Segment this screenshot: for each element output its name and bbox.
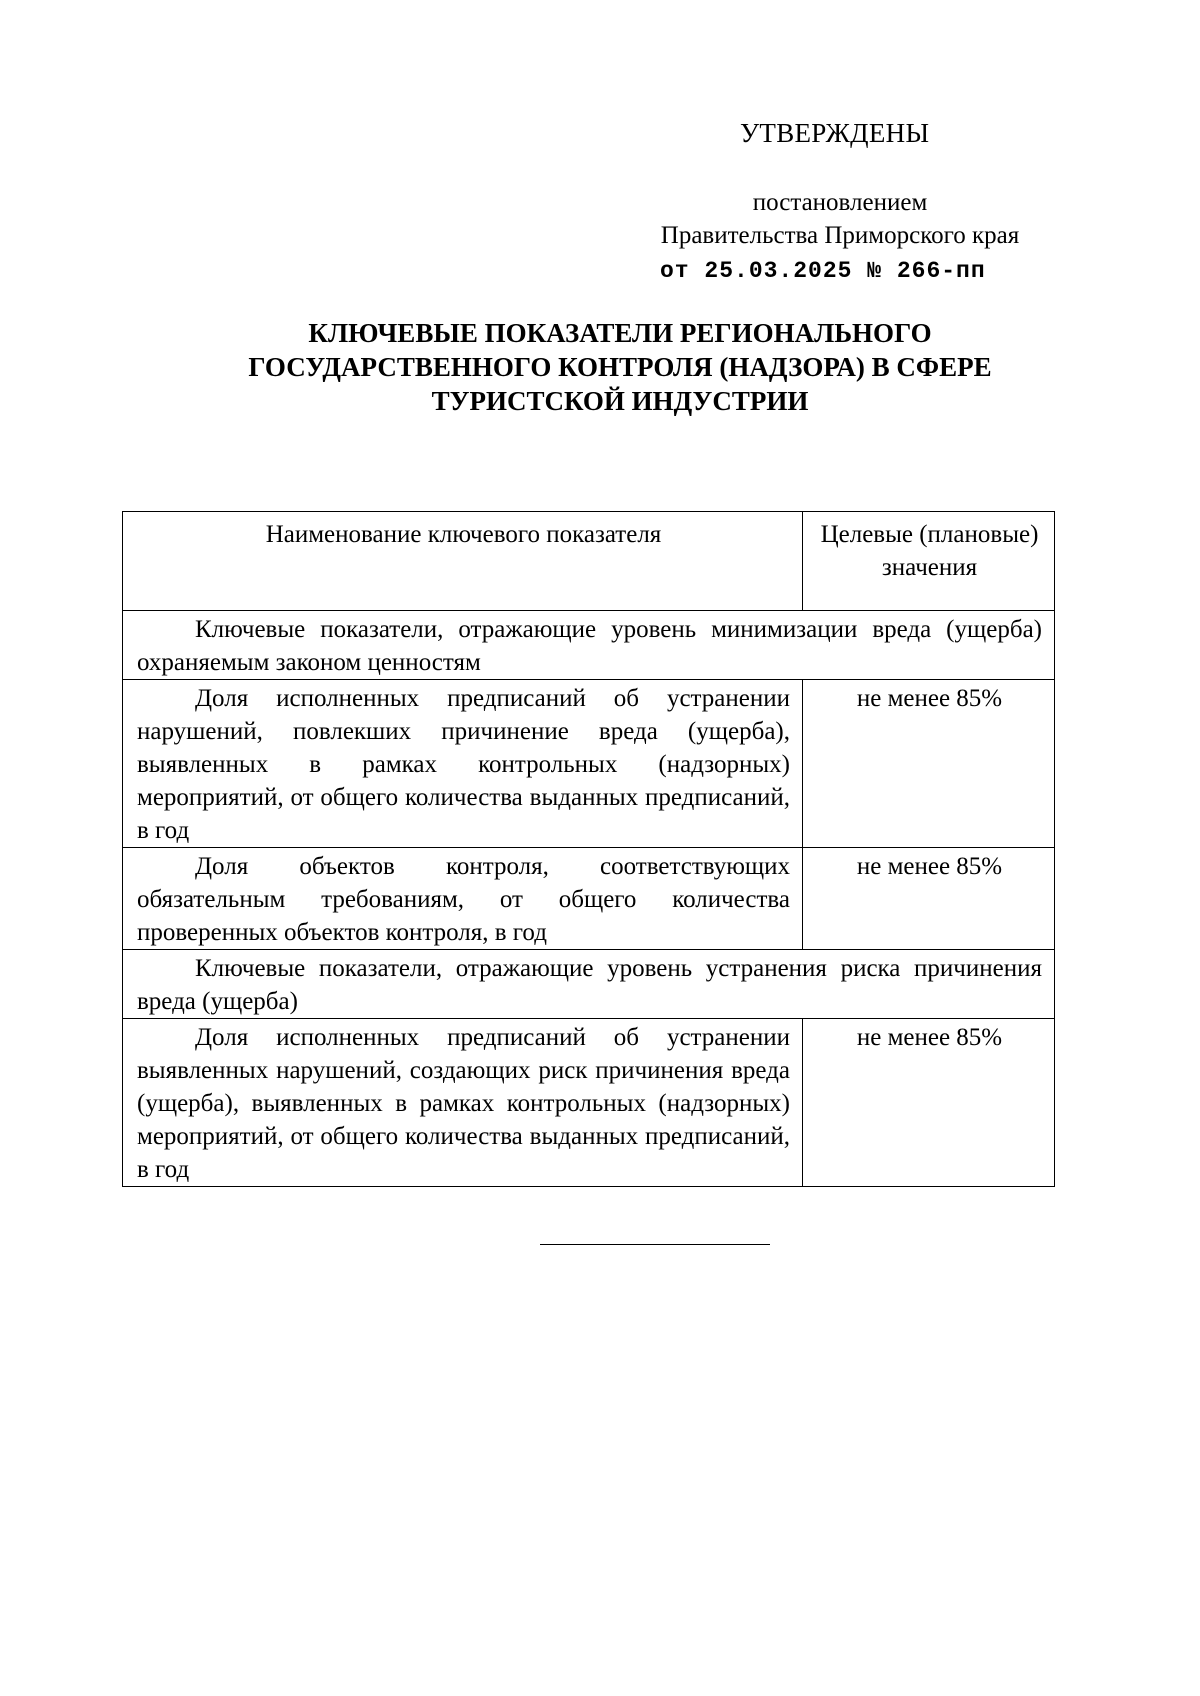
section-row (123, 950, 1055, 1019)
decree-reference (630, 186, 1050, 252)
decree-line-2: Правительства Приморского края (660, 222, 1020, 249)
decree-line-1: постановлением (752, 189, 928, 216)
indicator-target-value: не менее 85% (803, 848, 1055, 950)
approval-stamp-title: УТВЕРЖДЕНЫ (740, 118, 930, 148)
key-indicators-table (122, 511, 1055, 1187)
title-line-1: КЛЮЧЕВЫЕ ПОКАЗАТЕЛИ РЕГИОНАЛЬНОГО (308, 318, 932, 348)
indicator-name: Доля исполненных предписаний об устранении нарушений, повлекших причинение вреда (ущерба), выявленных в рамках контрольных (надзорных) мероприятий, от общего количества выданных предписаний, в год (123, 680, 803, 848)
section-title-risk-elimination: Ключевые показатели, отражающие уровень устранения риска причинения вреда (ущерба) (123, 950, 1055, 1019)
closing-divider-line (540, 1244, 770, 1245)
table-row (123, 1019, 1055, 1187)
indicator-name: Доля исполненных предписаний об устранении выявленных нарушений, создающих риск причинения вреда (ущерба), выявленных в рамках контрольных (надзорных) мероприятий, от общего количества выданных предписаний, в год (123, 1019, 803, 1187)
header-indicator-name: Наименование ключевого показателя (123, 512, 803, 611)
indicator-name: Доля объектов контроля, соответствующих обязательным требованиям, от общего количества проверенных объектов контроля, в год (123, 848, 803, 950)
document-title (180, 316, 1060, 418)
title-line-2: ГОСУДАРСТВЕННОГО КОНТРОЛЯ (НАДЗОРА) В СФЕРЕ (248, 352, 992, 382)
decree-date-number: от 25.03.2025 № 266-пп (660, 258, 986, 284)
table-row (123, 848, 1055, 950)
section-title-harm-minimization: Ключевые показатели, отражающие уровень минимизации вреда (ущерба) охраняемым законом ценностям (123, 611, 1055, 680)
indicator-target-value: не менее 85% (803, 1019, 1055, 1187)
table-header-row (123, 512, 1055, 611)
header-target-values: Целевые (плановые) значения (803, 512, 1055, 611)
indicator-target-value: не менее 85% (803, 680, 1055, 848)
table-row (123, 680, 1055, 848)
title-line-3: ТУРИСТСКОЙ ИНДУСТРИИ (431, 386, 809, 416)
section-row (123, 611, 1055, 680)
